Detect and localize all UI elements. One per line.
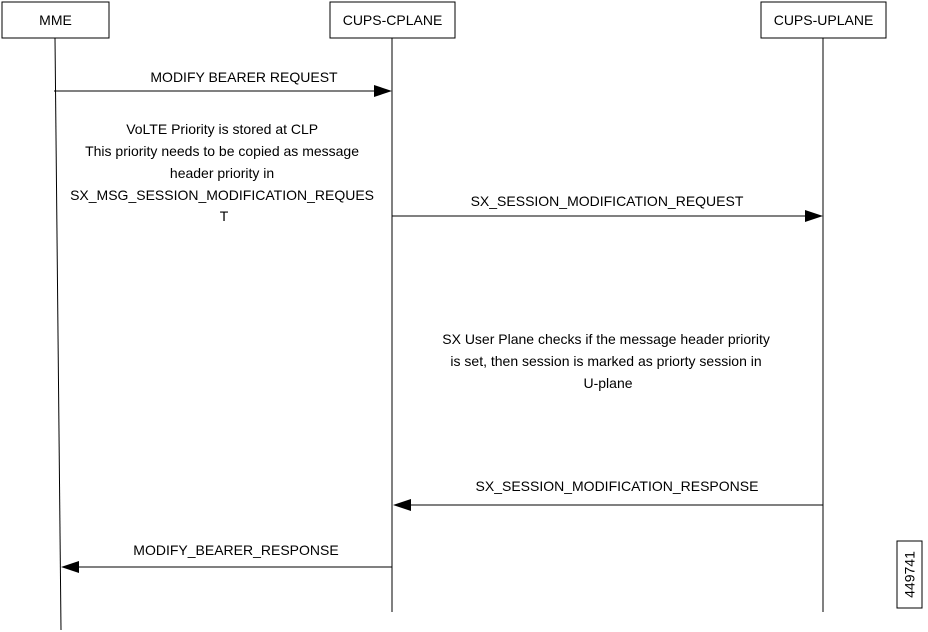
- participant-mme-label: MME: [39, 12, 72, 28]
- message-sx-session-modification-response-arrowhead: [393, 499, 411, 511]
- user-plane-note-line: is set, then session is marked as priorty session in: [450, 353, 762, 369]
- volte-priority-note-line: VoLTE Priority is stored at CLP: [126, 121, 318, 137]
- message-sx-session-modification-response: [393, 478, 823, 511]
- user-plane-note-line: U-plane: [583, 375, 633, 391]
- participant-uplane: [761, 2, 886, 38]
- figure-id-box: [897, 541, 922, 608]
- message-modify-bearer-request-arrowhead: [374, 85, 392, 97]
- message-modify-bearer-request-label: MODIFY BEARER REQUEST: [150, 69, 338, 85]
- volte-priority-note-line: SX_MSG_SESSION_MODIFICATION_REQUES: [70, 187, 375, 203]
- lifeline-mme: [55, 38, 61, 630]
- message-modify-bearer-response-arrowhead: [61, 561, 79, 573]
- figure-id-label: 449741: [901, 551, 918, 598]
- volte-priority-note-line: header priority in: [169, 165, 275, 181]
- participant-mme: [2, 2, 109, 38]
- participant-cplane: [330, 2, 455, 38]
- message-modify-bearer-response-label: MODIFY_BEARER_RESPONSE: [133, 542, 339, 558]
- user-plane-note-line: SX User Plane checks if the message header priority: [442, 331, 770, 347]
- volte-priority-note-line: T: [219, 208, 229, 224]
- message-sx-session-modification-response-label: SX_SESSION_MODIFICATION_RESPONSE: [475, 478, 759, 494]
- volte-priority-note: [70, 121, 378, 224]
- participant-uplane-label: CUPS-UPLANE: [773, 12, 874, 28]
- message-sx-session-modification-request: [392, 193, 823, 222]
- message-sx-session-modification-request-arrowhead: [805, 210, 823, 222]
- volte-priority-note-line: This priority needs to be copied as message: [85, 143, 360, 159]
- message-modify-bearer-response: [61, 542, 392, 573]
- message-sx-session-modification-request-label: SX_SESSION_MODIFICATION_REQUEST: [470, 193, 744, 209]
- message-modify-bearer-request: [54, 69, 392, 97]
- user-plane-note: [442, 331, 774, 391]
- participant-cplane-label: CUPS-CPLANE: [342, 12, 443, 28]
